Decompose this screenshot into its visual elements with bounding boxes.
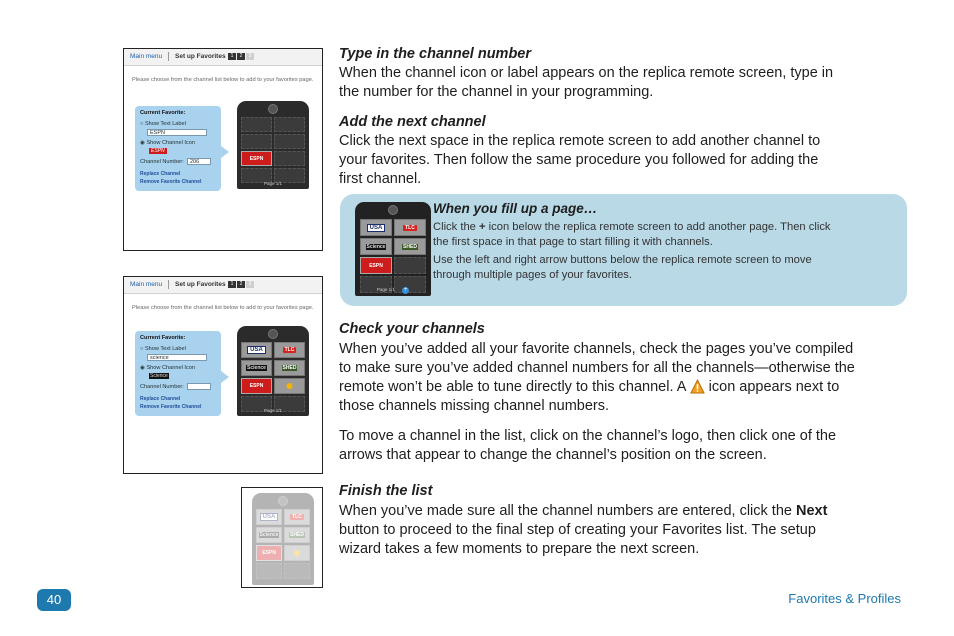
- remote-slot-science[interactable]: Science: [241, 360, 272, 376]
- main-menu-link[interactable]: Main menu: [130, 53, 163, 60]
- remote-power-button: [388, 205, 398, 215]
- show-text-label-radio[interactable]: ○ Show Text Label: [140, 121, 186, 127]
- remote-slot-science[interactable]: Science: [360, 238, 392, 255]
- tip-callout-box: [340, 194, 907, 306]
- remote-slot-nbc[interactable]: [274, 378, 305, 394]
- remove-favorite-link[interactable]: Remove Favorite Channel: [140, 404, 202, 410]
- remote-screen-grid: [241, 117, 305, 183]
- paragraph-add-next-channel: Click the next space in the replica remote screen to add another channel to your favorites. Then follow the same procedure you followed for adding the first channel.: [339, 133, 821, 187]
- current-favorite-panel: [135, 331, 221, 416]
- nbc-peacock-icon: ✺: [286, 381, 293, 391]
- step-2: 2: [237, 281, 245, 288]
- science-logo: Science: [150, 373, 168, 379]
- header-divider: [168, 52, 169, 61]
- remote-power-button: [278, 496, 288, 506]
- heading-check-channels: Check your channels: [339, 321, 485, 337]
- remote-slot-tlc[interactable]: TLC: [274, 342, 305, 358]
- remote-power-button: [268, 329, 278, 339]
- remote-slot[interactable]: [241, 134, 272, 149]
- show-channel-icon-radio[interactable]: ◉ Show Channel Icon: [140, 140, 195, 146]
- remote-page-indicator: Page 1/1: [263, 408, 282, 413]
- channel-number-input[interactable]: 206: [187, 158, 211, 165]
- paragraph-type-channel-number: When the channel icon or label appears on the replica remote screen, type in the number for the channel in your programming.: [339, 65, 834, 100]
- remote-slot[interactable]: [394, 257, 426, 274]
- channel-number-input[interactable]: [187, 383, 211, 390]
- remote-page-indicator: Page 1/1 +: [376, 287, 408, 293]
- callout-paragraph-1: Click the + icon below the replica remote screen to add another page. Then click the first space in that page to start filling it with channels.: [433, 221, 831, 248]
- wizard-header: [124, 49, 322, 66]
- step-1: 1: [228, 53, 236, 60]
- instruction-text: Please choose from the channel list below to add to your favorites page.: [132, 77, 314, 83]
- remote-slot-nbc: [284, 545, 310, 561]
- remote-screen-grid: [241, 342, 305, 412]
- main-menu-link[interactable]: Main menu: [130, 281, 163, 288]
- wizard-title: Set up Favorites: [175, 281, 226, 288]
- step-2: 2: [237, 53, 245, 60]
- remove-favorite-link[interactable]: Remove Favorite Channel: [140, 179, 202, 185]
- screenshot-add-channel: [123, 48, 323, 251]
- add-page-plus-icon[interactable]: +: [403, 287, 408, 293]
- warning-icon: [690, 379, 705, 394]
- panel-title: Current Favorite:: [140, 110, 186, 116]
- show-channel-icon-radio[interactable]: ◉ Show Channel Icon: [140, 365, 195, 371]
- remote-slot-espn[interactable]: ESPN: [360, 257, 392, 274]
- remote-screen-grid: [360, 219, 426, 293]
- page-number-badge: 40: [37, 589, 71, 611]
- remote-slot-espn[interactable]: ESPN: [241, 151, 272, 166]
- remote-screen-grid: [256, 509, 310, 579]
- remote-slot-usa: USA: [256, 509, 282, 525]
- remote-slot-espn: ESPN: [256, 545, 282, 561]
- replace-channel-link[interactable]: Replace Channel: [140, 171, 181, 177]
- replica-remote: [237, 326, 309, 416]
- header-divider: [168, 280, 169, 289]
- remote-slot-shed[interactable]: SHED: [394, 238, 426, 255]
- remote-slot[interactable]: [241, 117, 272, 132]
- remote-slot[interactable]: [274, 151, 305, 166]
- remote-slot-usa[interactable]: USA: [241, 342, 272, 358]
- remote-slot-espn[interactable]: ESPN: [241, 378, 272, 394]
- faded-replica-remote: [252, 493, 314, 585]
- paragraph-finish-list: When you’ve made sure all the channel numbers are entered, click the Next button to proceed to the final step of creating your Favorites list. The setup wizard takes a few moments to prepare the next screen.: [339, 503, 828, 557]
- step-3: 3: [246, 281, 254, 288]
- heading-type-channel-number: Type in the channel number: [339, 46, 532, 62]
- footer-section-title: Favorites & Profiles: [788, 591, 901, 606]
- step-3: 3: [246, 53, 254, 60]
- step-indicator: [228, 53, 254, 60]
- espn-logo: ESPN: [151, 148, 165, 154]
- wizard-title: Set up Favorites: [175, 53, 226, 60]
- wizard-header: [124, 277, 322, 294]
- panel-title: Current Favorite:: [140, 335, 186, 341]
- heading-finish-list: Finish the list: [339, 483, 433, 499]
- paragraph-move-channel: To move a channel in the list, click on the channel’s logo, then click one of the arrows that appear to change the channel’s position on the screen.: [339, 428, 837, 463]
- step-1: 1: [228, 281, 236, 288]
- current-favorite-panel: [135, 106, 221, 191]
- remote-slot-usa[interactable]: USA: [360, 219, 392, 236]
- replica-remote: [237, 101, 309, 189]
- paragraph-check-channels: When you’ve added all your favorite channels, check the pages you’ve compiled to make sure you’ve added channel numbers for all the channels—otherwise the remote won’t be able to tune directly to this channel. A icon appears next to those channels missing channel numbers.: [339, 341, 855, 414]
- remote-slot-science: Science: [256, 527, 282, 543]
- remote-slot-tlc: TLC: [284, 509, 310, 525]
- channel-number-label: Channel Number:: [140, 159, 184, 165]
- text-label-input[interactable]: science: [147, 354, 207, 361]
- replace-channel-link[interactable]: Replace Channel: [140, 396, 181, 402]
- screenshot-check-channels: [123, 276, 323, 474]
- remote-slot[interactable]: [274, 134, 305, 149]
- remote-slot: [256, 563, 282, 579]
- remote-page-indicator: Page 1/1: [263, 181, 282, 186]
- remote-slot[interactable]: [274, 117, 305, 132]
- callout-heading: When you fill up a page…: [433, 201, 598, 216]
- callout-replica-remote: [355, 202, 431, 296]
- remote-slot: [284, 563, 310, 579]
- remote-slot-tlc[interactable]: TLC: [394, 219, 426, 236]
- nbc-peacock-icon: ✺: [293, 548, 301, 558]
- remote-power-button: [268, 104, 278, 114]
- callout-paragraph-2: Use the left and right arrow buttons below the replica remote screen to move through multiple pages of your favorites.: [433, 254, 812, 281]
- show-text-label-radio[interactable]: ○ Show Text Label: [140, 346, 186, 352]
- channel-number-label: Channel Number:: [140, 384, 184, 390]
- instruction-text: Please choose from the channel list below to add to your favorites page.: [132, 305, 314, 311]
- heading-add-next-channel: Add the next channel: [339, 114, 486, 130]
- step-indicator: [228, 281, 254, 288]
- remote-slot-shed: SHED: [284, 527, 310, 543]
- screenshot-finish-list: [241, 487, 323, 588]
- text-label-input[interactable]: ESPN: [147, 129, 207, 136]
- remote-slot-shed[interactable]: SHED: [274, 360, 305, 376]
